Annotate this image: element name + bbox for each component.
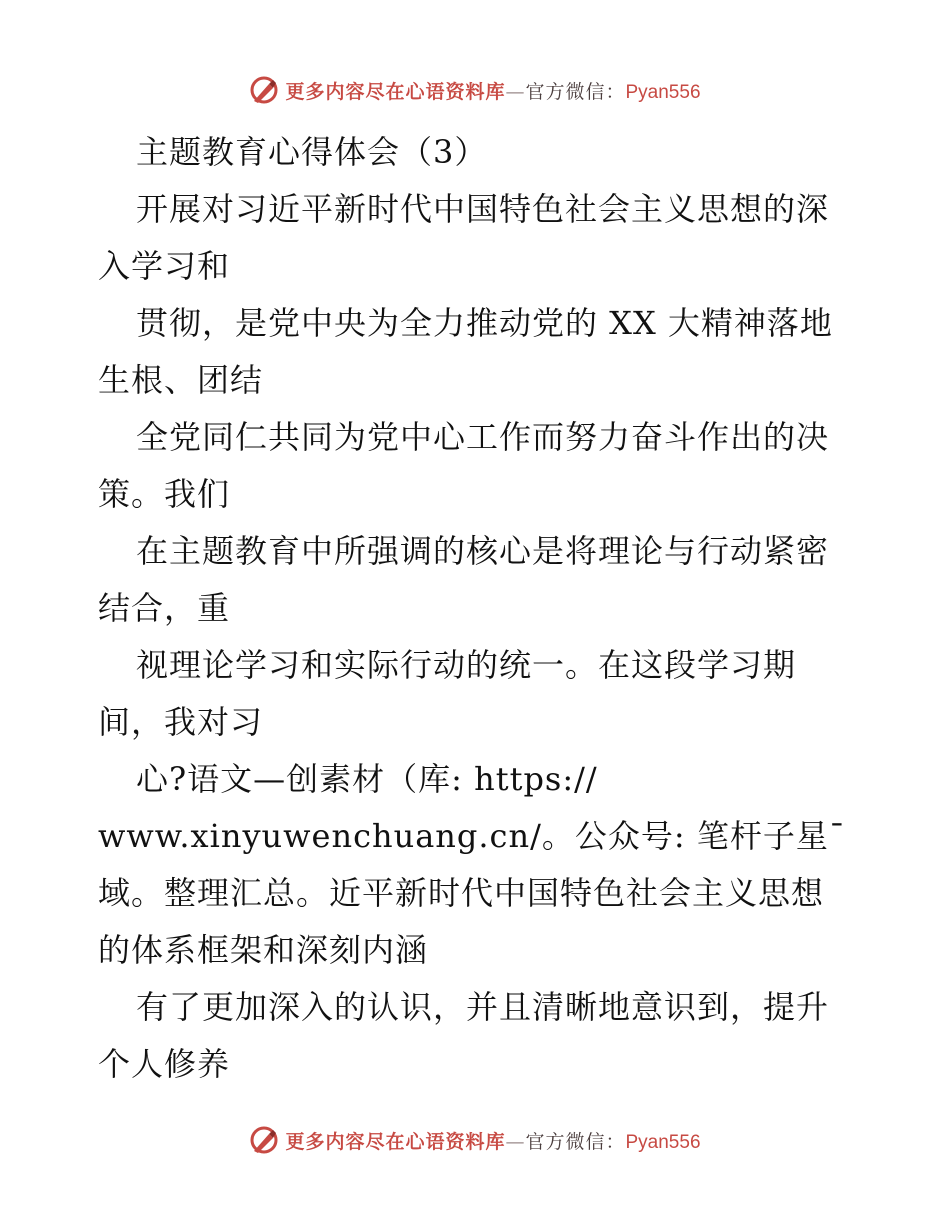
paragraph-line: 视理论学习和实际行动的统一。在这段学习期 <box>136 646 797 684</box>
footer-banner <box>0 1120 950 1160</box>
paragraph-line: 域。整理汇总。近平新时代中国特色社会主义思想 <box>98 874 825 912</box>
paragraph-line: 策。我们 <box>98 475 231 513</box>
paragraph-line: 有了更加深入的认识，并且清晰地意识到，提升 <box>136 988 830 1026</box>
paragraph-line: 全党同仁共同为党中心工作而努力奋斗作出的决 <box>136 418 830 456</box>
paragraph-line: 入学习和 <box>98 247 231 285</box>
header-banner <box>0 70 950 110</box>
paragraph-line: 间，我对习 <box>98 703 264 741</box>
paragraph-line: 结合，重 <box>98 589 231 627</box>
paragraph-line: 开展对习近平新时代中国特色社会主义思想的深 <box>136 190 830 228</box>
pen-logo-icon <box>249 1125 279 1155</box>
paragraph-line: 心?语文—创素材（库: https:// <box>136 760 598 798</box>
document-body <box>98 124 858 1093</box>
paragraph-line: 生根、团结 <box>98 361 264 399</box>
pen-logo-icon <box>249 75 279 105</box>
header-banner-text: 更多内容尽在心语资料库—官方微信：Pyan556 <box>285 80 701 103</box>
paragraph-line: 个人修养 <box>98 1045 231 1083</box>
footer-banner-text: 更多内容尽在心语资料库—官方微信：Pyan556 <box>285 1130 701 1153</box>
paragraph-line: 的体系框架和深刻内涵 <box>98 931 429 969</box>
paragraph-line: 贯彻，是党中央为全力推动党的 XX 大精神落地 <box>136 304 833 342</box>
paragraph-line: www.xinyuwenchuang.cn/。公众号: 笔杆子星¯ <box>98 817 846 855</box>
paragraph-line: 在主题教育中所强调的核心是将理论与行动紧密 <box>136 532 830 570</box>
document-title: 主题教育心得体会（3） <box>136 133 488 171</box>
